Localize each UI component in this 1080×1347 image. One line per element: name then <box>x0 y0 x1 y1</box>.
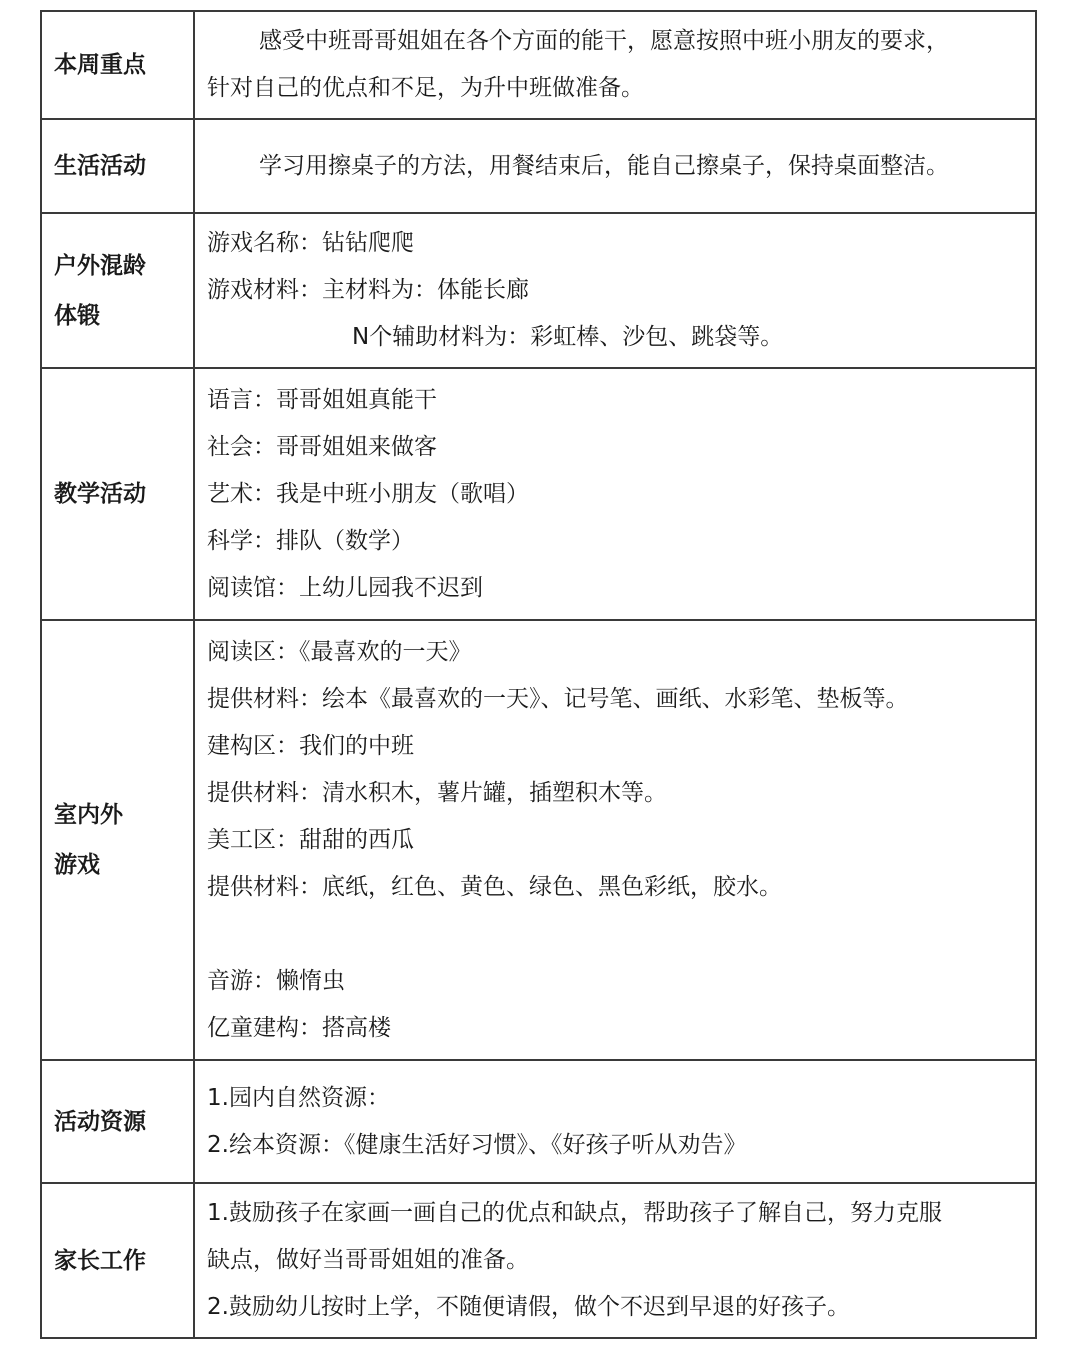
row-resources <box>41 1060 1036 1183</box>
row-label <box>41 119 194 213</box>
content-line: 2.绘本资源：《健康生活好习惯》、《好孩子听从劝告》 <box>207 1131 747 1158</box>
label-text: 本周重点 <box>54 52 146 78</box>
label-text: 户外混龄 <box>54 252 146 279</box>
content-line: 亿童建构：搭高楼 <box>207 1014 391 1041</box>
row-label <box>41 368 194 620</box>
content-line: 建构区：我们的中班 <box>207 732 414 759</box>
content-line: 提供材料：绘本《最喜欢的一天》、记号笔、画纸、水彩笔、垫板等。 <box>207 685 909 712</box>
row-label <box>41 620 194 1060</box>
row-games <box>41 620 1036 1060</box>
row-content <box>194 11 1036 119</box>
label-text: 生活活动 <box>54 153 146 179</box>
content-line: N个辅助材料为：彩虹棒、沙包、跳袋等。 <box>352 324 784 350</box>
row-content <box>194 213 1036 368</box>
content-line: 2.鼓励幼儿按时上学，不随便请假，做个不迟到早退的好孩子。 <box>207 1294 850 1320</box>
content-line: 游戏名称：钻钻爬爬 <box>207 230 414 256</box>
row-teaching-activity <box>41 368 1036 620</box>
weekly-plan-table <box>40 10 1037 1339</box>
content-line: 提供材料：清水积木，薯片罐，插塑积木等。 <box>207 779 667 806</box>
row-label <box>41 1183 194 1338</box>
row-life-activity <box>41 119 1036 213</box>
content-line: 学习用擦桌子的方法，用餐结束后，能自己擦桌子，保持桌面整洁。 <box>259 152 949 179</box>
content-line: 阅读区：《最喜欢的一天》 <box>207 638 472 665</box>
label-text: 室内外 <box>54 802 123 828</box>
label-text: 体锻 <box>54 302 100 329</box>
row-content <box>194 1060 1036 1183</box>
label-text: 游戏 <box>54 852 100 878</box>
row-content <box>194 119 1036 213</box>
content-line: 缺点，做好当哥哥姐姐的准备。 <box>207 1247 529 1273</box>
content-line: 音游：懒惰虫 <box>207 967 345 994</box>
label-text: 教学活动 <box>54 481 146 507</box>
blank-line <box>207 911 1023 958</box>
row-label <box>41 213 194 368</box>
row-content <box>194 620 1036 1060</box>
content-line: 艺术：我是中班小朋友（歌唱） <box>207 480 529 507</box>
label-text: 家长工作 <box>54 1247 146 1274</box>
content-line: 游戏材料：主材料为：体能长廊 <box>207 277 529 303</box>
row-label <box>41 11 194 119</box>
label-text: 活动资源 <box>54 1108 146 1135</box>
content-line: 针对自己的优点和不足，为升中班做准备。 <box>207 75 644 101</box>
row-label <box>41 1060 194 1183</box>
row-content <box>194 1183 1036 1338</box>
row-content <box>194 368 1036 620</box>
row-outdoor-exercise <box>41 213 1036 368</box>
content-line: 阅读馆：上幼儿园我不迟到 <box>207 574 483 601</box>
content-line: 感受中班哥哥姐姐在各个方面的能干，愿意按照中班小朋友的要求， <box>259 28 949 54</box>
content-line: 1.园内自然资源： <box>207 1084 390 1111</box>
content-line: 1.鼓励孩子在家画一画自己的优点和缺点，帮助孩子了解自己，努力克服 <box>207 1200 942 1226</box>
content-line: 提供材料：底纸，红色、黄色、绿色、黑色彩纸，胶水。 <box>207 873 782 900</box>
row-weekly-focus <box>41 11 1036 119</box>
content-line: 社会：哥哥姐姐来做客 <box>207 433 437 460</box>
content-line: 美工区：甜甜的西瓜 <box>207 826 414 853</box>
content-line: 科学：排队（数学） <box>207 527 414 554</box>
content-line: 语言：哥哥姐姐真能干 <box>207 386 437 413</box>
row-parent-work <box>41 1183 1036 1338</box>
